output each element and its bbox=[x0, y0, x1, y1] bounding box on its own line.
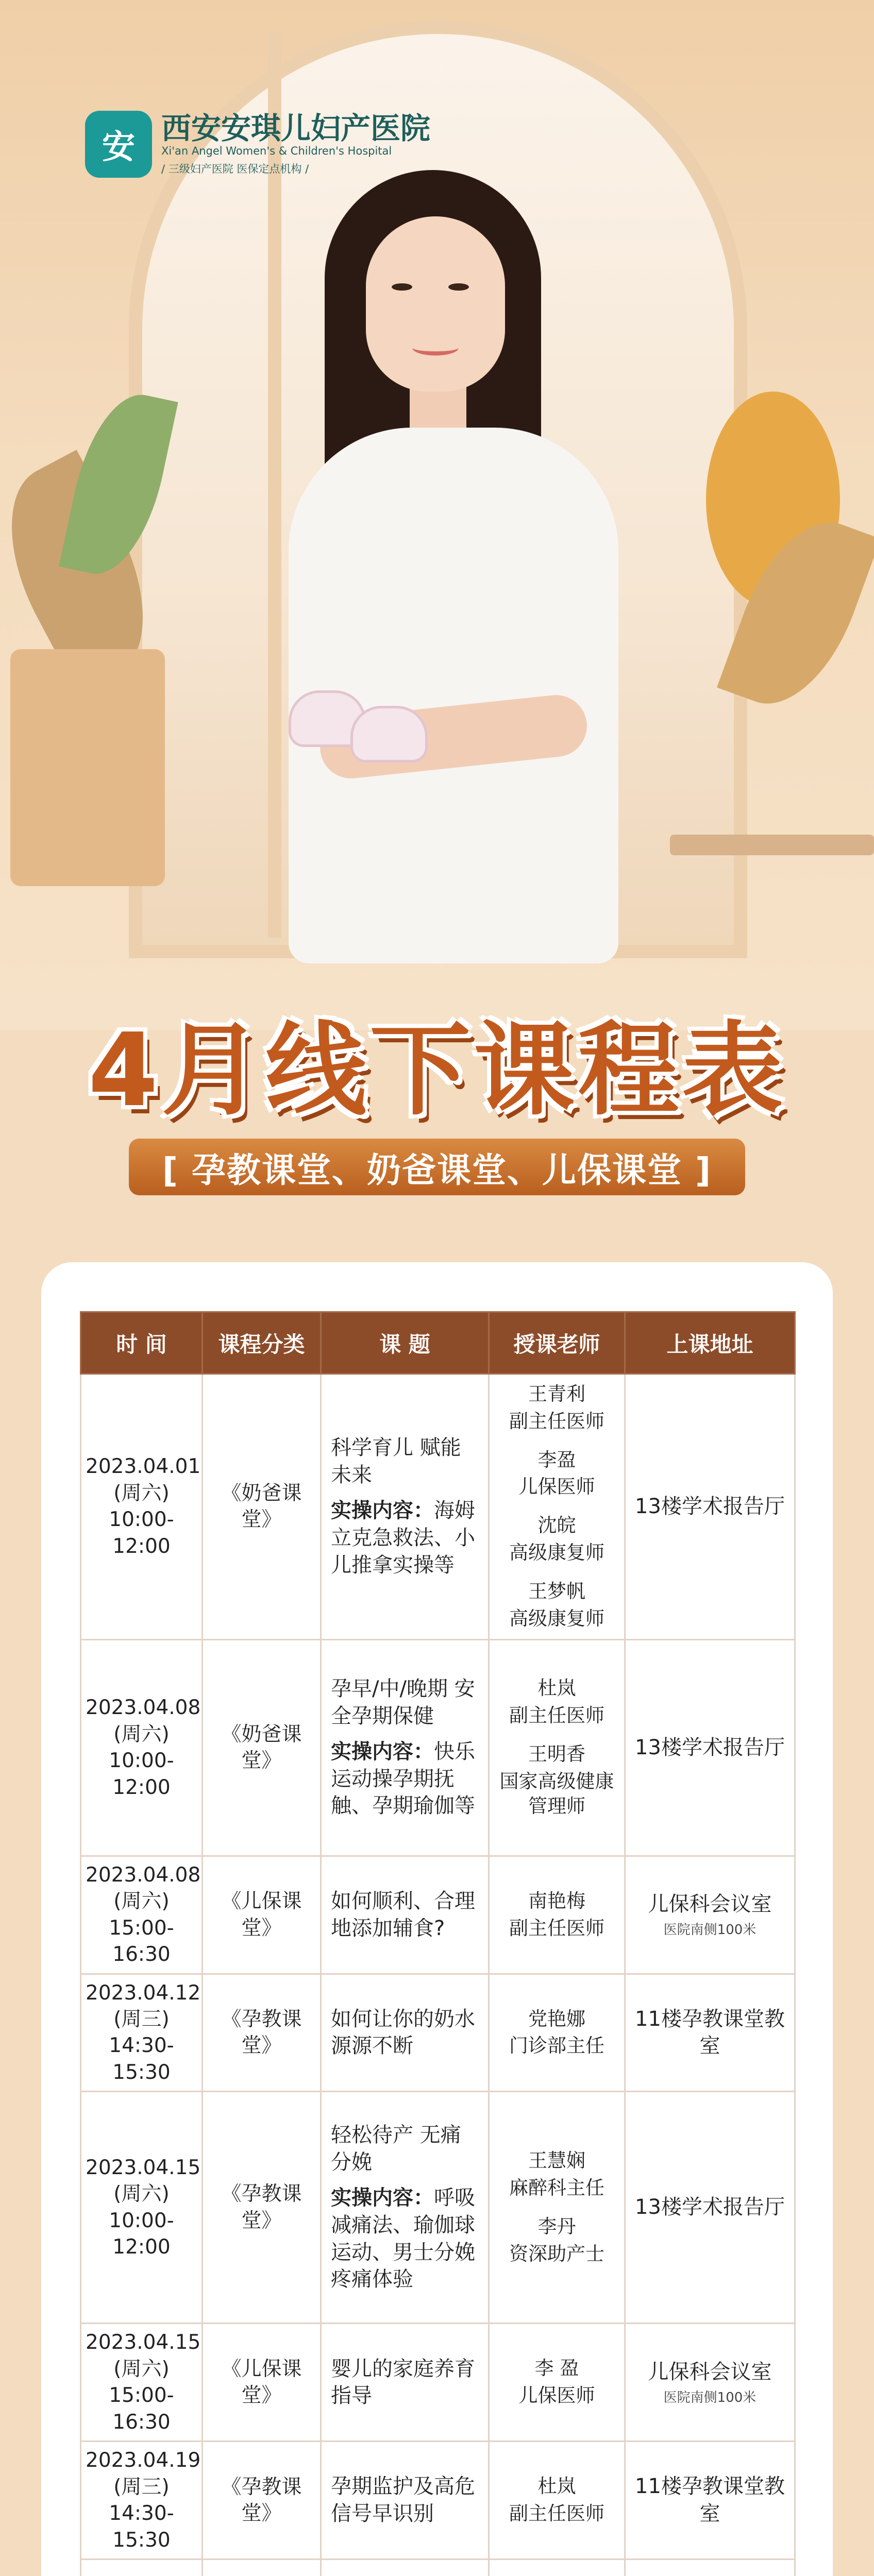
cell-topic bbox=[321, 2560, 489, 2576]
course-time: 15:00-16:30 bbox=[109, 1916, 174, 1967]
page-subtitle: [ 孕教课堂、奶爸课堂、儿保课堂 ] bbox=[129, 1139, 745, 1195]
course-date: 2023.04.12 bbox=[86, 1981, 201, 2005]
cell-category: 《奶爸课堂》 bbox=[203, 1639, 321, 1856]
course-location: 11楼孕教课堂教室 bbox=[635, 2475, 785, 2526]
cell-location bbox=[625, 1974, 795, 2092]
course-weekday: (周三) bbox=[113, 2475, 170, 2499]
cell-topic bbox=[321, 2324, 489, 2442]
teacher-title: 副主任医师 bbox=[509, 2502, 604, 2525]
teacher-name: 党艳娜 bbox=[528, 2007, 585, 2030]
cell-topic bbox=[321, 2092, 489, 2324]
cell-location bbox=[625, 2560, 795, 2576]
cell-topic bbox=[321, 1639, 489, 1856]
cell-category: 《孕教课堂》 bbox=[203, 2442, 321, 2560]
table-row bbox=[81, 1974, 795, 2092]
woman-eye bbox=[392, 283, 412, 291]
course-detail bbox=[331, 1497, 479, 1579]
course-detail-text: 呼吸减痛法、瑜伽球运动、男士分娩疼痛体验 bbox=[331, 2186, 475, 2292]
cell-time bbox=[81, 2324, 203, 2442]
course-detail bbox=[331, 1738, 479, 1820]
table-row bbox=[81, 2442, 795, 2560]
teacher-title: 高级康复师 bbox=[509, 1541, 604, 1564]
cell-time bbox=[81, 2092, 203, 2324]
cell-teacher bbox=[489, 1856, 625, 1974]
course-location: 儿保科会议室 bbox=[648, 2360, 772, 2384]
course-date: 2023.04.08 bbox=[86, 1696, 201, 1720]
teacher-name: 王慧娴 bbox=[528, 2149, 585, 2172]
cell-location bbox=[625, 2092, 795, 2324]
course-location: 13楼学术报告厅 bbox=[635, 2195, 785, 2219]
course-topic: 科学育儿 赋能未来 bbox=[331, 1436, 461, 1487]
course-detail-text: 快乐运动操孕期抚触、孕期瑜伽等 bbox=[331, 1739, 475, 1818]
cell-category: 《儿保课堂》 bbox=[203, 2324, 321, 2442]
cell-time bbox=[81, 1856, 203, 1974]
hospital-name-en: Xi'an Angel Women's & Children's Hospital bbox=[161, 145, 392, 158]
teacher-name: 沈皖 bbox=[537, 1514, 576, 1537]
page-title: 4月线下课程表 bbox=[88, 1012, 786, 1129]
course-location: 13楼学术报告厅 bbox=[635, 1735, 785, 1759]
teacher-name: 王明香 bbox=[528, 1742, 585, 1765]
course-time: 10:00-12:00 bbox=[109, 1508, 174, 1558]
cell-category: 《孕教课堂》 bbox=[203, 2092, 321, 2324]
teacher-title: 门诊部主任 bbox=[509, 2035, 604, 2057]
pregnant-woman-photo bbox=[289, 170, 618, 963]
hospital-logo bbox=[85, 111, 430, 178]
teacher-title: 高级康复师 bbox=[509, 1607, 604, 1630]
teacher-title: 资深助产士 bbox=[509, 2242, 604, 2265]
shelf-illustration bbox=[670, 835, 874, 855]
teacher-name: 李丹 bbox=[537, 2215, 576, 2238]
cell-time bbox=[81, 1374, 203, 1640]
cell-location bbox=[625, 1856, 795, 1974]
hospital-name-cn: 西安安琪儿妇产医院 bbox=[161, 110, 431, 146]
header-category: 课程分类 bbox=[203, 1312, 321, 1374]
table-row bbox=[81, 1374, 795, 1640]
teacher-title: 麻醉科主任 bbox=[509, 2177, 604, 2199]
course-date: 2023.04.15 bbox=[86, 2331, 201, 2354]
course-detail bbox=[331, 2184, 479, 2293]
course-date: 2023.04.19 bbox=[86, 2449, 201, 2472]
teacher-title: 副主任医师 bbox=[509, 1917, 604, 1939]
course-detail-head: 实操内容： bbox=[331, 1498, 434, 1522]
table-row bbox=[81, 2560, 795, 2576]
location-note: 医院南侧100米 bbox=[663, 2389, 757, 2405]
teacher-name: 王青利 bbox=[528, 1383, 585, 1405]
teacher-name: 杜岚 bbox=[537, 1677, 576, 1700]
header-location: 上课地址 bbox=[625, 1312, 795, 1374]
cell-category: 《儿保课堂》 bbox=[203, 1856, 321, 1974]
hospital-tagline: / 三级妇产医院 医保定点机构 / bbox=[161, 163, 309, 176]
course-detail-head: 实操内容： bbox=[331, 2186, 434, 2210]
cell-location bbox=[625, 1639, 795, 1856]
course-schedule-table bbox=[80, 1311, 796, 2576]
table-header-row bbox=[81, 1312, 795, 1374]
table-row bbox=[81, 1639, 795, 1856]
course-topic: 婴儿的家庭养育指导 bbox=[331, 2357, 475, 2408]
course-weekday: (周六) bbox=[113, 2357, 170, 2381]
cell-topic bbox=[321, 2442, 489, 2560]
course-location: 11楼孕教课堂教室 bbox=[635, 2007, 785, 2058]
course-topic: 孕早/中/晚期 安全孕期保健 bbox=[331, 1677, 475, 1728]
cell-location bbox=[625, 2324, 795, 2442]
course-weekday: (周三) bbox=[113, 2007, 170, 2031]
cell-teacher bbox=[489, 2442, 625, 2560]
teacher-title: 儿保医师 bbox=[518, 1476, 595, 1498]
course-detail-text: 海姆立克急救法、小儿推拿实操等 bbox=[331, 1498, 475, 1577]
woman-eye bbox=[448, 283, 469, 291]
course-weekday: (周六) bbox=[113, 1722, 170, 1746]
header-topic: 课 题 bbox=[321, 1312, 489, 1374]
cell-time bbox=[81, 2442, 203, 2560]
cell-teacher bbox=[489, 2324, 625, 2442]
course-time: 15:00-16:30 bbox=[109, 2384, 174, 2434]
teacher-title: 儿保医师 bbox=[518, 2384, 595, 2407]
cell-teacher bbox=[489, 2560, 625, 2576]
course-time: 14:30-15:30 bbox=[109, 2034, 174, 2084]
hospital-name-block bbox=[161, 112, 430, 177]
location-note: 医院南侧100米 bbox=[663, 1922, 757, 1938]
course-weekday: (周六) bbox=[113, 1890, 170, 1913]
cell-category bbox=[203, 2560, 321, 2576]
cell-teacher bbox=[489, 1974, 625, 2092]
cell-time bbox=[81, 2560, 203, 2576]
course-topic: 如何让你的奶水源源不断 bbox=[331, 2007, 475, 2058]
course-topic: 轻松待产 无痛分娩 bbox=[331, 2123, 461, 2175]
course-topic: 孕期监护及高危信号早识别 bbox=[331, 2475, 475, 2526]
course-date: 2023.04.08 bbox=[86, 1863, 201, 1887]
cell-category: 《孕教课堂》 bbox=[203, 1974, 321, 2092]
table-row bbox=[81, 2324, 795, 2442]
cell-topic bbox=[321, 1374, 489, 1640]
teacher-name: 南艳梅 bbox=[528, 1889, 585, 1912]
course-date: 2023.04.01 bbox=[86, 1455, 201, 1479]
cell-teacher bbox=[489, 1639, 625, 1856]
course-weekday: (周六) bbox=[113, 2182, 170, 2206]
baby-shoe-icon bbox=[350, 706, 428, 762]
teacher-name: 杜岚 bbox=[537, 2475, 576, 2498]
course-topic: 如何顺利、合理地添加辅食? bbox=[331, 1889, 475, 1940]
header-time: 时 间 bbox=[81, 1312, 203, 1374]
course-time: 14:30-15:30 bbox=[109, 2502, 174, 2552]
table-row bbox=[81, 1856, 795, 1974]
teacher-name: 王梦帆 bbox=[528, 1580, 585, 1602]
table-row bbox=[81, 2092, 795, 2324]
course-time: 10:00-12:00 bbox=[109, 1749, 174, 1799]
plant-pot-illustration bbox=[10, 649, 165, 886]
woman-smile bbox=[412, 340, 459, 355]
course-location: 儿保科会议室 bbox=[648, 1892, 772, 1916]
course-location: 13楼学术报告厅 bbox=[635, 1494, 785, 1518]
teacher-title: 副主任医师 bbox=[509, 1410, 604, 1432]
cell-teacher bbox=[489, 2092, 625, 2324]
course-detail-head: 实操内容： bbox=[331, 1739, 434, 1764]
course-date: 2023.04.15 bbox=[86, 2156, 201, 2179]
woman-face bbox=[366, 216, 505, 392]
title-section bbox=[0, 974, 874, 1242]
teacher-name: 李盈 bbox=[537, 1448, 576, 1471]
teacher-title: 国家高级健康管理师 bbox=[499, 1770, 614, 1818]
hero-banner bbox=[0, 0, 874, 1030]
teacher-title: 副主任医师 bbox=[509, 1704, 604, 1726]
cell-location bbox=[625, 2442, 795, 2560]
hospital-logo-icon: 安 bbox=[85, 111, 152, 178]
schedule-card bbox=[41, 1262, 833, 2576]
cell-topic bbox=[321, 1974, 489, 2092]
cell-time bbox=[81, 1639, 203, 1856]
cell-topic bbox=[321, 1856, 489, 1974]
course-weekday: (周六) bbox=[113, 1481, 170, 1505]
course-time: 10:00-12:00 bbox=[109, 2209, 174, 2259]
cell-location bbox=[625, 1374, 795, 1640]
table-body bbox=[81, 1374, 795, 2576]
teacher-name: 李 盈 bbox=[534, 2357, 579, 2380]
header-teacher: 授课老师 bbox=[489, 1312, 625, 1374]
cell-teacher bbox=[489, 1374, 625, 1640]
cell-category: 《奶爸课堂》 bbox=[203, 1374, 321, 1640]
cell-time bbox=[81, 1974, 203, 2092]
